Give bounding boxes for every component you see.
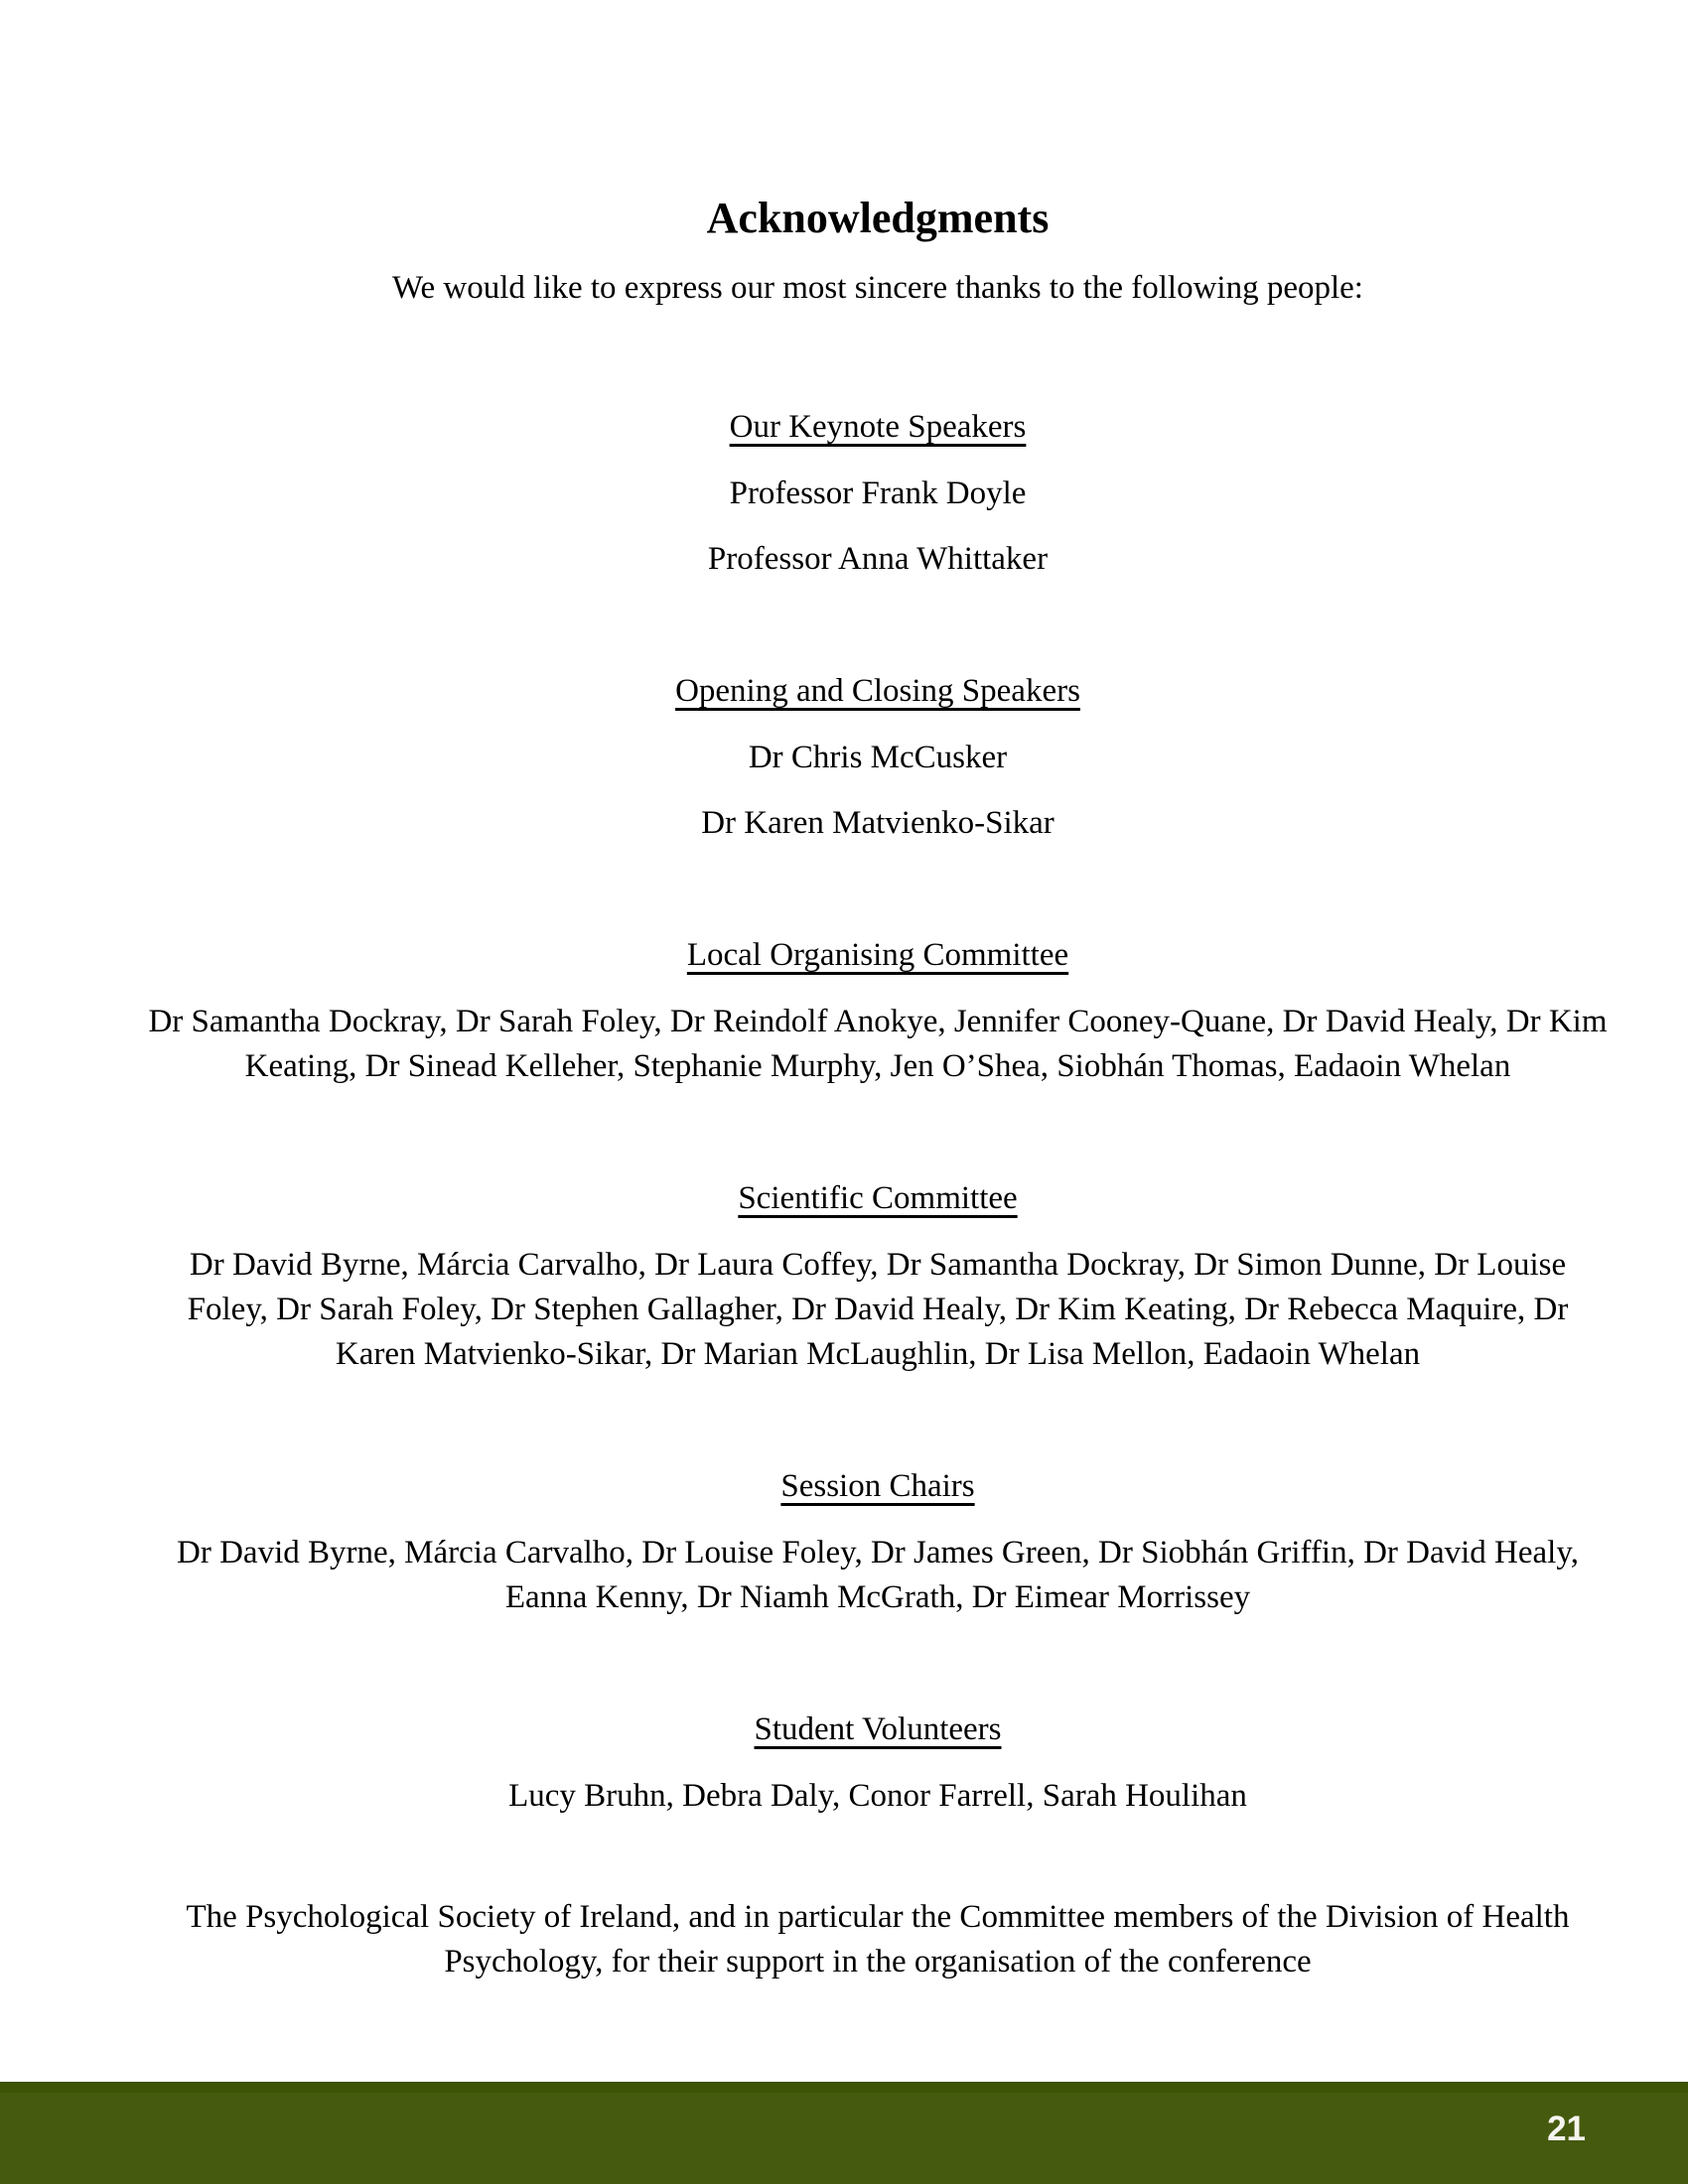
section-heading-row — [147, 1707, 1609, 1752]
entry-text: Professor Anna Whittaker — [707, 541, 1049, 577]
entry-text: Dr Karen Matvienko-Sikar — [701, 805, 1055, 841]
entry-text: Dr Chris McCusker — [748, 740, 1008, 775]
section-heading: Scientific Committee — [738, 1180, 1018, 1216]
section-keynote-speakers — [147, 405, 1609, 582]
section-student-volunteers — [147, 1707, 1609, 1819]
entry-text: Professor Frank Doyle — [729, 476, 1027, 511]
section-heading: Opening and Closing Speakers — [675, 673, 1080, 709]
page-content — [147, 0, 1609, 1984]
section-heading-row — [147, 669, 1609, 714]
page-number: 21 — [1547, 2110, 1586, 2148]
section-opening-closing-speakers — [147, 669, 1609, 846]
section-heading: Student Volunteers — [754, 1711, 1002, 1747]
section-heading-row — [147, 1464, 1609, 1509]
section-heading-row — [147, 405, 1609, 450]
committee-names: Dr Samantha Dockray, Dr Sarah Foley, Dr Reindolf Anokye, Jennifer Cooney-Quane, Dr David Healy, Dr Kim Keating, Dr Sinead Kelleher, Stephanie Murphy, Jen O’Shea, Siobhán Thomas, Eadaoin Whelan — [148, 1004, 1608, 1084]
section-heading-row — [147, 933, 1609, 978]
intro-text: We would like to express our most sincere thanks to the following people: — [392, 270, 1363, 306]
committee-names: Dr David Byrne, Márcia Carvalho, Dr Laura Coffey, Dr Samantha Dockray, Dr Simon Dunne, Dr Louise Foley, Dr Sarah Foley, Dr Stephen Gallagher, Dr David Healy, Dr Kim Keating, Dr Rebecca Maquire, Dr Karen Matvienko-Sikar, Dr Marian McLaughlin, Dr Lisa Mellon, Eadaoin Whelan — [187, 1247, 1569, 1372]
section-heading-row — [147, 1176, 1609, 1221]
section-local-organising-committee — [147, 933, 1609, 1089]
committee-names: Dr David Byrne, Márcia Carvalho, Dr Louise Foley, Dr James Green, Dr Siobhán Griffin, Dr David Healy, Eanna Kenny, Dr Niamh McGrath, Dr Eimear Morrissey — [177, 1535, 1579, 1615]
section-heading: Local Organising Committee — [686, 937, 1069, 973]
section-heading: Session Chairs — [780, 1468, 975, 1504]
section-scientific-committee — [147, 1176, 1609, 1377]
footer-bar — [0, 2082, 1688, 2184]
closing-paragraph: The Psychological Society of Ireland, and in particular the Committee members of the Division of Health Psychology, for their support in the organisation of the conference — [186, 1899, 1570, 1979]
section-heading: Our Keynote Speakers — [729, 409, 1027, 445]
volunteer-names: Lucy Bruhn, Debra Daly, Conor Farrell, Sarah Houlihan — [508, 1778, 1247, 1814]
page-title: Acknowledgments — [706, 194, 1050, 242]
section-session-chairs — [147, 1464, 1609, 1620]
